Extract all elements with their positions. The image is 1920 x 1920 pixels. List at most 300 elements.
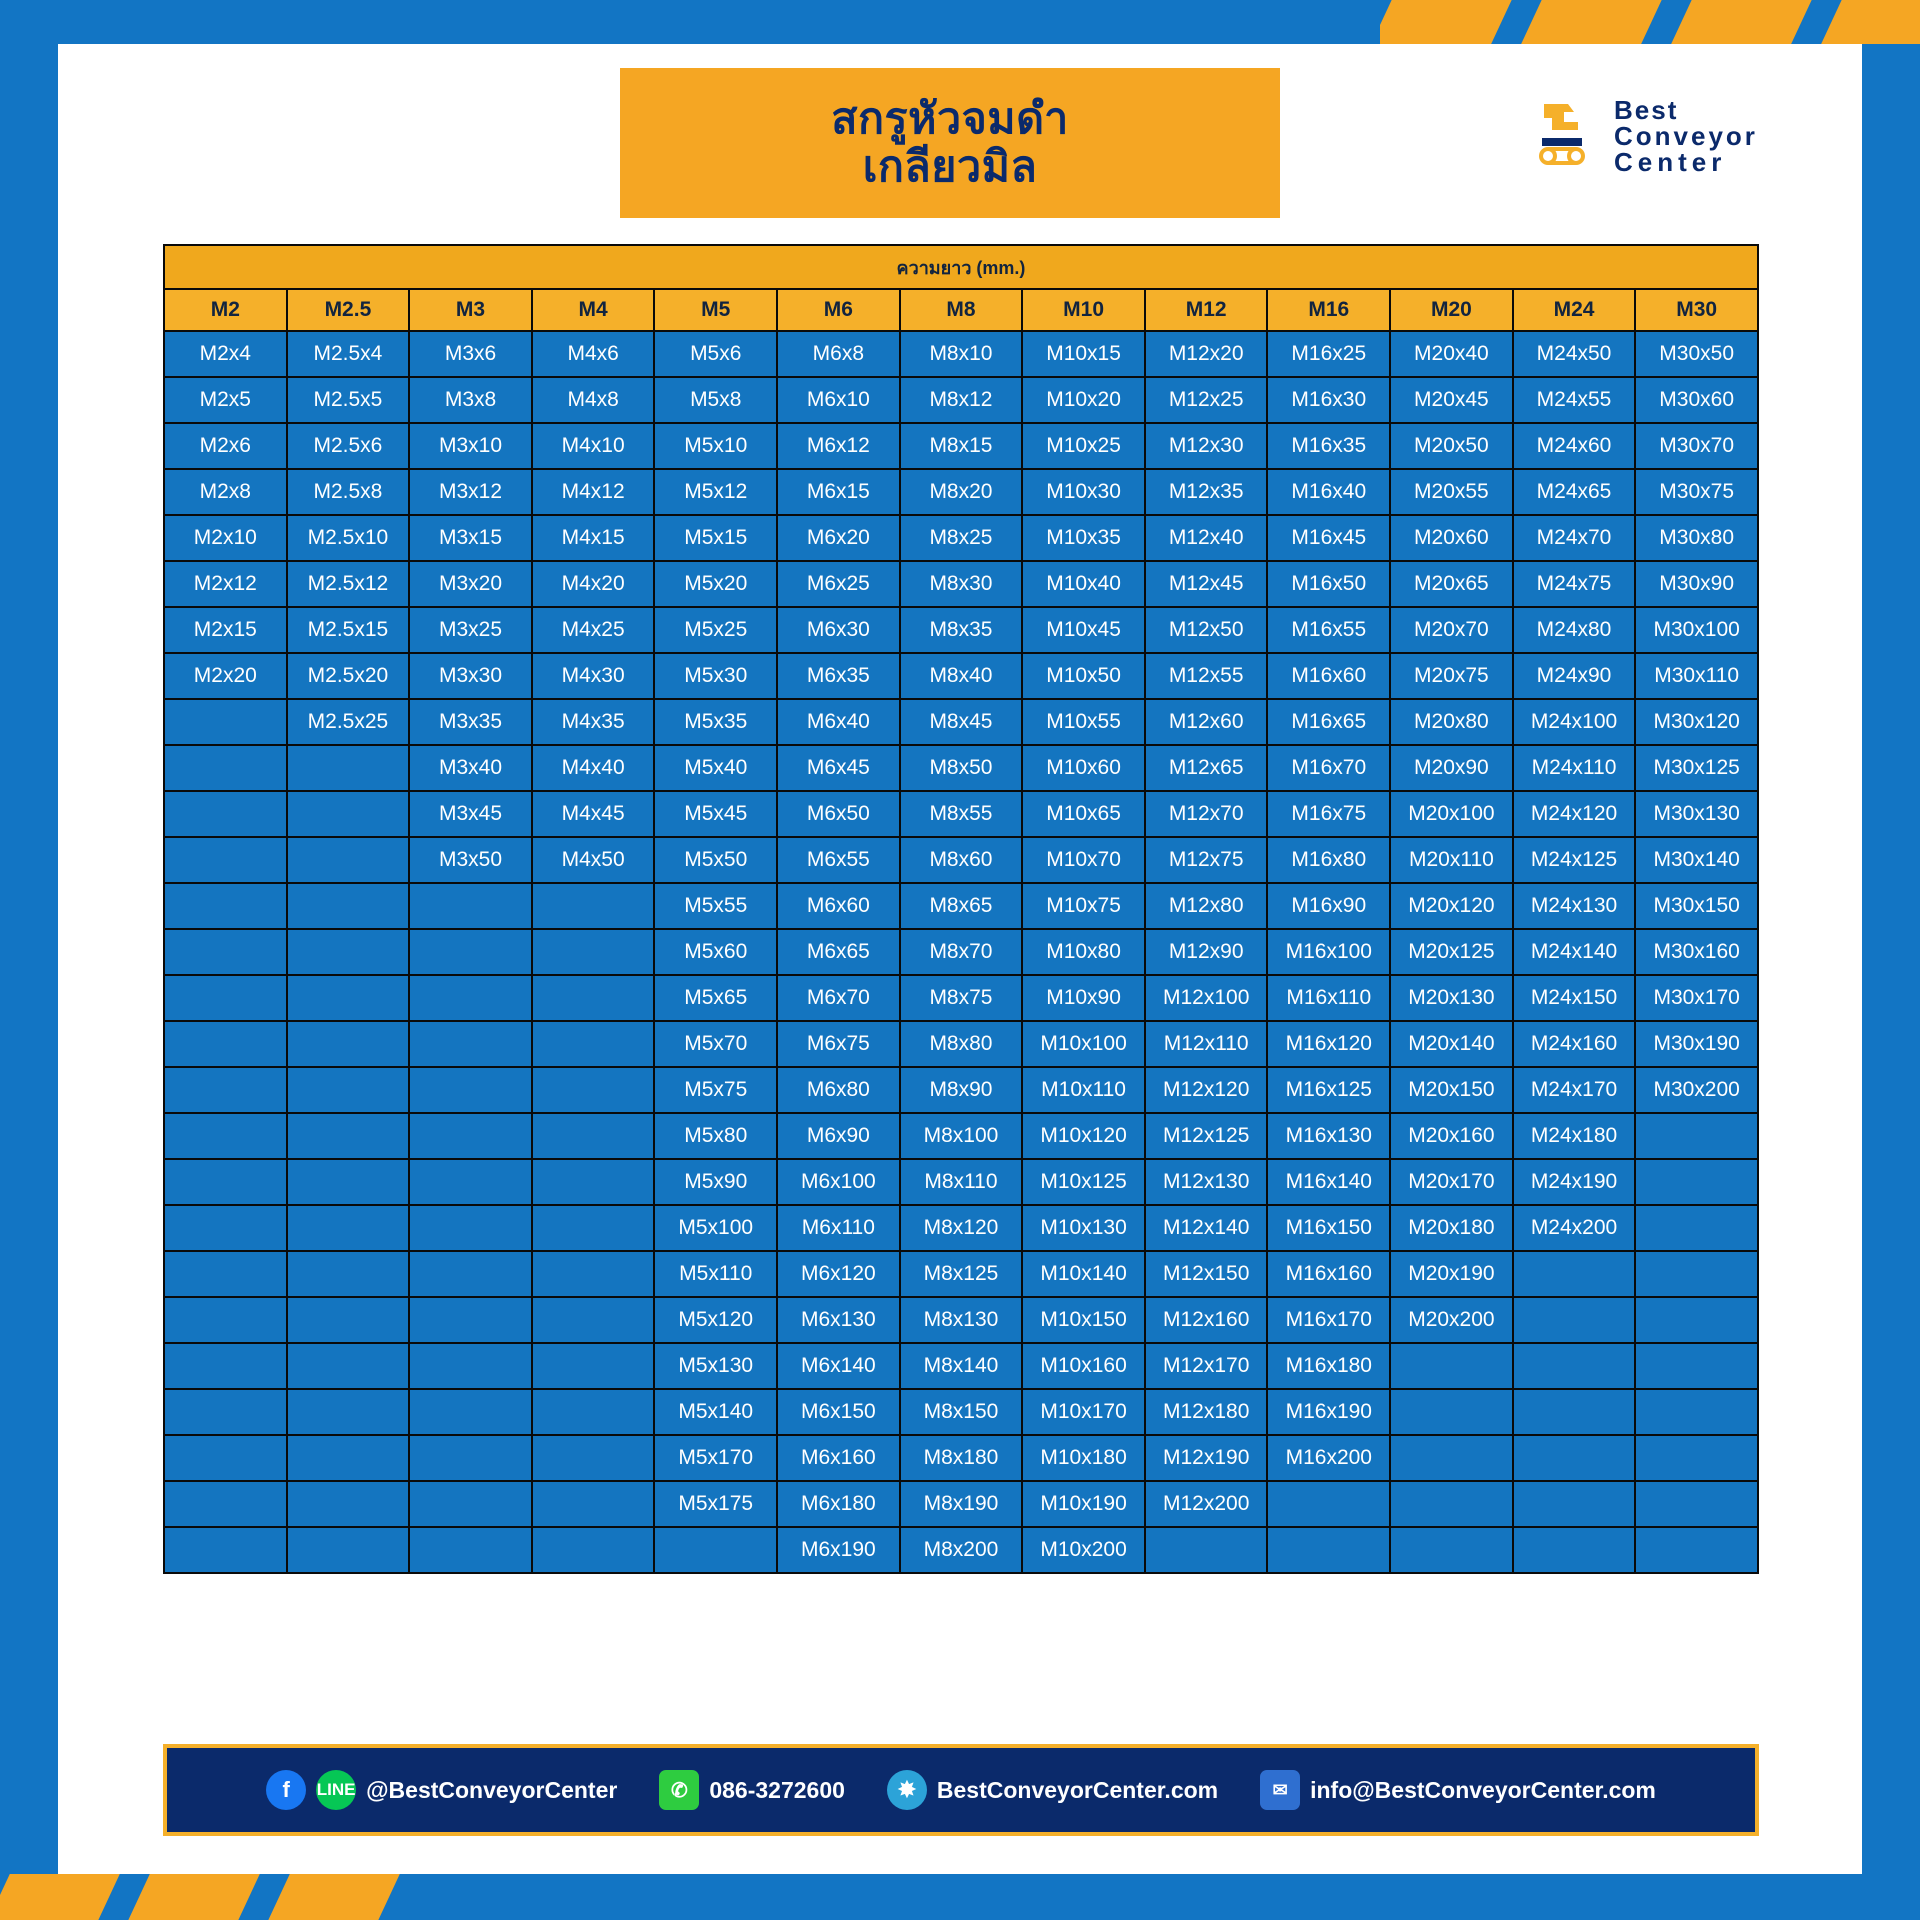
table-cell: M5x20 <box>654 561 777 607</box>
table-cell: M20x160 <box>1390 1113 1513 1159</box>
table-cell: M30x60 <box>1635 377 1758 423</box>
table-cell: M16x140 <box>1267 1159 1390 1205</box>
table-cell: M8x65 <box>900 883 1023 929</box>
table-cell: M20x110 <box>1390 837 1513 883</box>
table-row <box>164 883 1758 929</box>
table-cell: M20x190 <box>1390 1251 1513 1297</box>
table-cell: M12x45 <box>1145 561 1268 607</box>
social-handle: @BestConveyorCenter <box>366 1776 618 1803</box>
globe-icon[interactable]: ✸ <box>887 1770 927 1810</box>
table-cell: M5x30 <box>654 653 777 699</box>
table-cell-empty <box>287 975 410 1021</box>
table-cell: M10x15 <box>1022 331 1145 377</box>
table-cell: M16x190 <box>1267 1389 1390 1435</box>
table-cell-empty <box>532 929 655 975</box>
table-cell-empty <box>164 1067 287 1113</box>
table-cell: M6x140 <box>777 1343 900 1389</box>
table-cell: M16x170 <box>1267 1297 1390 1343</box>
table-cell: M5x45 <box>654 791 777 837</box>
table-cell-empty <box>409 1481 532 1527</box>
table-cell: M8x90 <box>900 1067 1023 1113</box>
table-cell: M12x110 <box>1145 1021 1268 1067</box>
table-row <box>164 561 1758 607</box>
table-cell: M12x50 <box>1145 607 1268 653</box>
table-cell: M12x60 <box>1145 699 1268 745</box>
table-cell-empty <box>409 1389 532 1435</box>
table-row <box>164 699 1758 745</box>
table-row <box>164 331 1758 377</box>
table-row <box>164 745 1758 791</box>
table-row <box>164 1481 1758 1527</box>
table-row <box>164 1205 1758 1251</box>
table-cell: M16x200 <box>1267 1435 1390 1481</box>
table-cell-empty <box>409 1113 532 1159</box>
table-cell: M8x10 <box>900 331 1023 377</box>
phone-number: 086-3272600 <box>709 1776 845 1803</box>
table-cell-empty <box>164 1297 287 1343</box>
table-cell: M6x30 <box>777 607 900 653</box>
table-cell-empty <box>654 1527 777 1573</box>
table-span-header-row <box>164 245 1758 289</box>
table-cell: M24x55 <box>1513 377 1636 423</box>
table-cell: M30x70 <box>1635 423 1758 469</box>
column-header: M5 <box>654 289 777 331</box>
table-cell-empty <box>287 745 410 791</box>
table-cell: M20x45 <box>1390 377 1513 423</box>
table-cell-empty <box>287 1343 410 1389</box>
column-header: M30 <box>1635 289 1758 331</box>
table-cell: M16x45 <box>1267 515 1390 561</box>
table-cell: M3x10 <box>409 423 532 469</box>
table-cell: M8x30 <box>900 561 1023 607</box>
table-cell: M12x180 <box>1145 1389 1268 1435</box>
table-row <box>164 837 1758 883</box>
table-row <box>164 975 1758 1021</box>
table-cell: M30x80 <box>1635 515 1758 561</box>
table-cell: M30x160 <box>1635 929 1758 975</box>
table-cell-empty <box>1267 1481 1390 1527</box>
table-cell: M12x90 <box>1145 929 1268 975</box>
table-cell-empty <box>532 1481 655 1527</box>
table-cell: M10x100 <box>1022 1021 1145 1067</box>
table-cell: M5x25 <box>654 607 777 653</box>
table-cell-empty <box>164 1527 287 1573</box>
table-cell: M10x120 <box>1022 1113 1145 1159</box>
envelope-icon[interactable]: ✉ <box>1260 1770 1300 1810</box>
table-cell: M4x35 <box>532 699 655 745</box>
column-header: M2.5 <box>287 289 410 331</box>
table-cell: M5x90 <box>654 1159 777 1205</box>
table-cell-empty <box>1635 1297 1758 1343</box>
table-cell: M12x30 <box>1145 423 1268 469</box>
table-cell: M30x120 <box>1635 699 1758 745</box>
table-cell: M8x60 <box>900 837 1023 883</box>
table-cell: M8x190 <box>900 1481 1023 1527</box>
table-cell: M2x12 <box>164 561 287 607</box>
table-cell-empty <box>287 1113 410 1159</box>
table-cell: M12x170 <box>1145 1343 1268 1389</box>
table-cell: M12x65 <box>1145 745 1268 791</box>
table-cell-empty <box>1390 1343 1513 1389</box>
contact-footer <box>163 1744 1759 1836</box>
length-span-header: ความยาว (mm.) <box>164 245 1758 289</box>
table-row <box>164 1435 1758 1481</box>
table-cell: M30x200 <box>1635 1067 1758 1113</box>
table-cell-empty <box>164 1481 287 1527</box>
table-cell: M6x40 <box>777 699 900 745</box>
table-cell: M8x75 <box>900 975 1023 1021</box>
table-cell-empty <box>164 883 287 929</box>
column-header: M6 <box>777 289 900 331</box>
table-cell: M2.5x6 <box>287 423 410 469</box>
table-cell-empty <box>287 1205 410 1251</box>
table-body <box>164 331 1758 1573</box>
table-cell-empty <box>1390 1527 1513 1573</box>
phone-icon[interactable]: ✆ <box>659 1770 699 1810</box>
table-cell-empty <box>164 699 287 745</box>
column-header: M10 <box>1022 289 1145 331</box>
table-cell-empty <box>532 1389 655 1435</box>
table-cell-empty <box>409 1067 532 1113</box>
table-cell-empty <box>1267 1527 1390 1573</box>
table-cell: M10x160 <box>1022 1343 1145 1389</box>
table-cell: M10x55 <box>1022 699 1145 745</box>
table-cell: M16x100 <box>1267 929 1390 975</box>
table-cell: M12x140 <box>1145 1205 1268 1251</box>
table-cell-empty <box>1513 1435 1636 1481</box>
table-cell: M12x200 <box>1145 1481 1268 1527</box>
table-cell: M12x125 <box>1145 1113 1268 1159</box>
email-address: info@BestConveyorCenter.com <box>1310 1776 1656 1803</box>
table-cell: M3x6 <box>409 331 532 377</box>
table-cell-empty <box>164 745 287 791</box>
table-cell: M24x110 <box>1513 745 1636 791</box>
table-cell: M24x125 <box>1513 837 1636 883</box>
table-cell-empty <box>164 1343 287 1389</box>
table-row <box>164 1113 1758 1159</box>
table-cell: M20x65 <box>1390 561 1513 607</box>
table-cell: M10x150 <box>1022 1297 1145 1343</box>
table-cell: M30x150 <box>1635 883 1758 929</box>
column-header: M2 <box>164 289 287 331</box>
table-cell-empty <box>532 975 655 1021</box>
table-cell: M8x50 <box>900 745 1023 791</box>
table-cell: M5x170 <box>654 1435 777 1481</box>
table-cell-empty <box>164 1435 287 1481</box>
table-cell: M12x160 <box>1145 1297 1268 1343</box>
table-cell: M5x75 <box>654 1067 777 1113</box>
table-cell: M8x125 <box>900 1251 1023 1297</box>
column-header: M16 <box>1267 289 1390 331</box>
table-cell: M6x65 <box>777 929 900 975</box>
table-cell-empty <box>1635 1159 1758 1205</box>
table-cell: M10x140 <box>1022 1251 1145 1297</box>
email-contact[interactable] <box>1260 1770 1656 1810</box>
table-cell: M3x45 <box>409 791 532 837</box>
column-header: M20 <box>1390 289 1513 331</box>
table-cell: M12x120 <box>1145 1067 1268 1113</box>
table-cell: M24x70 <box>1513 515 1636 561</box>
table-cell: M10x40 <box>1022 561 1145 607</box>
table-cell-empty <box>164 1159 287 1205</box>
table-cell: M16x110 <box>1267 975 1390 1021</box>
table-cell: M24x180 <box>1513 1113 1636 1159</box>
table-cell: M20x55 <box>1390 469 1513 515</box>
table-cell: M20x125 <box>1390 929 1513 975</box>
table-cell: M6x10 <box>777 377 900 423</box>
table-cell-empty <box>532 1021 655 1067</box>
table-cell: M5x80 <box>654 1113 777 1159</box>
table-cell: M8x80 <box>900 1021 1023 1067</box>
table-cell-empty <box>532 1527 655 1573</box>
phone-contact[interactable] <box>659 1770 845 1810</box>
table-cell-empty <box>1635 1389 1758 1435</box>
table-cell: M6x70 <box>777 975 900 1021</box>
table-cell: M6x130 <box>777 1297 900 1343</box>
table-cell-empty <box>409 1297 532 1343</box>
table-cell: M2.5x20 <box>287 653 410 699</box>
table-cell: M10x125 <box>1022 1159 1145 1205</box>
table-cell: M6x80 <box>777 1067 900 1113</box>
table-cell-empty <box>287 1021 410 1067</box>
screw-size-table <box>163 244 1759 1574</box>
table-cell-empty <box>287 1251 410 1297</box>
table-cell-empty <box>1390 1435 1513 1481</box>
table-cell-empty <box>532 1435 655 1481</box>
table-cell-empty <box>287 1067 410 1113</box>
table-cell-empty <box>287 837 410 883</box>
conveyor-robot-icon <box>1534 98 1600 174</box>
table-cell: M10x20 <box>1022 377 1145 423</box>
table-cell: M30x100 <box>1635 607 1758 653</box>
table-cell-empty <box>1635 1343 1758 1389</box>
table-cell: M20x150 <box>1390 1067 1513 1113</box>
table-cell: M12x25 <box>1145 377 1268 423</box>
table-cell: M8x55 <box>900 791 1023 837</box>
table-row <box>164 469 1758 515</box>
table-cell: M16x70 <box>1267 745 1390 791</box>
bottom-left-stripes <box>0 1874 540 1920</box>
table-cell: M2x6 <box>164 423 287 469</box>
table-cell: M6x90 <box>777 1113 900 1159</box>
table-cell-empty <box>1513 1481 1636 1527</box>
table-cell: M16x60 <box>1267 653 1390 699</box>
table-cell: M24x60 <box>1513 423 1636 469</box>
table-cell: M6x190 <box>777 1527 900 1573</box>
website-contact[interactable] <box>887 1770 1218 1810</box>
table-cell: M5x130 <box>654 1343 777 1389</box>
table-cell: M24x200 <box>1513 1205 1636 1251</box>
table-cell: M3x40 <box>409 745 532 791</box>
table-cell: M12x55 <box>1145 653 1268 699</box>
table-cell: M8x15 <box>900 423 1023 469</box>
table-cell: M8x20 <box>900 469 1023 515</box>
table-cell: M24x130 <box>1513 883 1636 929</box>
table-cell: M24x170 <box>1513 1067 1636 1113</box>
table-cell: M24x65 <box>1513 469 1636 515</box>
table-cell: M20x180 <box>1390 1205 1513 1251</box>
table-cell: M20x40 <box>1390 331 1513 377</box>
table-cell: M2x15 <box>164 607 287 653</box>
table-cell: M6x45 <box>777 745 900 791</box>
table-cell: M20x50 <box>1390 423 1513 469</box>
table-cell: M2.5x5 <box>287 377 410 423</box>
table-cell: M12x100 <box>1145 975 1268 1021</box>
table-row <box>164 791 1758 837</box>
table-cell: M10x130 <box>1022 1205 1145 1251</box>
table-cell: M8x110 <box>900 1159 1023 1205</box>
table-cell-empty <box>1513 1343 1636 1389</box>
table-cell-empty <box>287 1389 410 1435</box>
table-cell: M10x90 <box>1022 975 1145 1021</box>
website-url: BestConveyorCenter.com <box>936 1776 1219 1803</box>
table-cell: M8x40 <box>900 653 1023 699</box>
table-cell-empty <box>532 1113 655 1159</box>
table-cell: M20x140 <box>1390 1021 1513 1067</box>
table-cell-empty <box>532 1251 655 1297</box>
table-cell: M16x50 <box>1267 561 1390 607</box>
table-cell-empty <box>532 883 655 929</box>
table-cell: M6x8 <box>777 331 900 377</box>
table-cell-empty <box>164 1021 287 1067</box>
table-cell: M20x70 <box>1390 607 1513 653</box>
table-cell: M4x12 <box>532 469 655 515</box>
table-cell: M3x30 <box>409 653 532 699</box>
table-cell-empty <box>164 837 287 883</box>
table-cell-empty <box>1635 1527 1758 1573</box>
table-cell: M4x8 <box>532 377 655 423</box>
table-cell: M2x8 <box>164 469 287 515</box>
table-cell: M16x80 <box>1267 837 1390 883</box>
table-cell-empty <box>287 1435 410 1481</box>
table-cell-empty <box>1513 1389 1636 1435</box>
table-cell: M3x50 <box>409 837 532 883</box>
table-cell-empty <box>1635 1113 1758 1159</box>
facebook-icon[interactable]: f <box>266 1770 306 1810</box>
table-cell: M10x50 <box>1022 653 1145 699</box>
table-row <box>164 515 1758 561</box>
table-cell: M12x130 <box>1145 1159 1268 1205</box>
table-cell: M4x40 <box>532 745 655 791</box>
table-cell: M30x75 <box>1635 469 1758 515</box>
column-header: M24 <box>1513 289 1636 331</box>
table-cell: M4x25 <box>532 607 655 653</box>
table-cell: M5x8 <box>654 377 777 423</box>
table-cell: M16x25 <box>1267 331 1390 377</box>
table-cell: M3x8 <box>409 377 532 423</box>
table-cell: M10x35 <box>1022 515 1145 561</box>
table-cell: M30x125 <box>1635 745 1758 791</box>
table-cell: M20x120 <box>1390 883 1513 929</box>
table-cell: M6x60 <box>777 883 900 929</box>
table-cell: M2x5 <box>164 377 287 423</box>
line-icon[interactable]: LINE <box>316 1770 356 1810</box>
table-cell: M12x20 <box>1145 331 1268 377</box>
table-cell-empty <box>287 929 410 975</box>
column-header: M4 <box>532 289 655 331</box>
table-cell: M6x120 <box>777 1251 900 1297</box>
table-cell: M6x110 <box>777 1205 900 1251</box>
table-cell-empty <box>1390 1389 1513 1435</box>
table-cell: M16x160 <box>1267 1251 1390 1297</box>
table-cell: M16x55 <box>1267 607 1390 653</box>
table-row <box>164 423 1758 469</box>
table-cell: M4x10 <box>532 423 655 469</box>
table-cell: M10x60 <box>1022 745 1145 791</box>
table-cell: M24x80 <box>1513 607 1636 653</box>
column-header: M12 <box>1145 289 1268 331</box>
table-cell: M5x6 <box>654 331 777 377</box>
table-cell: M6x15 <box>777 469 900 515</box>
table-cell: M5x10 <box>654 423 777 469</box>
top-right-stripes <box>1380 0 1920 44</box>
table-cell: M12x80 <box>1145 883 1268 929</box>
table-cell: M10x30 <box>1022 469 1145 515</box>
table-cell-empty <box>164 929 287 975</box>
table-cell: M24x50 <box>1513 331 1636 377</box>
social-contact[interactable] <box>266 1770 617 1810</box>
table-cell: M5x15 <box>654 515 777 561</box>
table-cell: M3x25 <box>409 607 532 653</box>
table-cell: M20x200 <box>1390 1297 1513 1343</box>
table-cell: M6x160 <box>777 1435 900 1481</box>
table-row <box>164 1389 1758 1435</box>
table-cell-empty <box>287 1527 410 1573</box>
table-cell: M4x50 <box>532 837 655 883</box>
table-cell: M5x100 <box>654 1205 777 1251</box>
table-cell: M8x25 <box>900 515 1023 561</box>
table-cell: M30x130 <box>1635 791 1758 837</box>
table-cell: M20x170 <box>1390 1159 1513 1205</box>
table-cell: M8x12 <box>900 377 1023 423</box>
table-cell: M12x70 <box>1145 791 1268 837</box>
table-cell-empty <box>409 975 532 1021</box>
table-cell: M2.5x15 <box>287 607 410 653</box>
table-cell: M12x40 <box>1145 515 1268 561</box>
table-cell: M8x200 <box>900 1527 1023 1573</box>
poster-sheet <box>58 44 1862 1874</box>
table-cell: M24x150 <box>1513 975 1636 1021</box>
table-row <box>164 1527 1758 1573</box>
table-cell: M10x65 <box>1022 791 1145 837</box>
table-cell: M30x170 <box>1635 975 1758 1021</box>
table-cell: M10x110 <box>1022 1067 1145 1113</box>
table-cell: M6x75 <box>777 1021 900 1067</box>
table-cell: M6x50 <box>777 791 900 837</box>
table-cell-empty <box>287 791 410 837</box>
table-cell-empty <box>1635 1435 1758 1481</box>
table-cell: M5x40 <box>654 745 777 791</box>
table-cell: M5x70 <box>654 1021 777 1067</box>
table-cell-empty <box>532 1343 655 1389</box>
table-cell-empty <box>409 1159 532 1205</box>
table-cell: M16x40 <box>1267 469 1390 515</box>
table-cell: M5x12 <box>654 469 777 515</box>
table-cell: M2.5x4 <box>287 331 410 377</box>
table-row <box>164 1159 1758 1205</box>
table-cell-empty <box>164 1389 287 1435</box>
table-cell: M12x150 <box>1145 1251 1268 1297</box>
table-cell: M20x130 <box>1390 975 1513 1021</box>
table-cell: M5x110 <box>654 1251 777 1297</box>
table-row <box>164 377 1758 423</box>
table-cell: M4x45 <box>532 791 655 837</box>
table-cell-empty <box>164 975 287 1021</box>
table-cell-empty <box>1513 1251 1636 1297</box>
table-cell: M16x30 <box>1267 377 1390 423</box>
table-cell: M8x100 <box>900 1113 1023 1159</box>
table-cell: M16x125 <box>1267 1067 1390 1113</box>
